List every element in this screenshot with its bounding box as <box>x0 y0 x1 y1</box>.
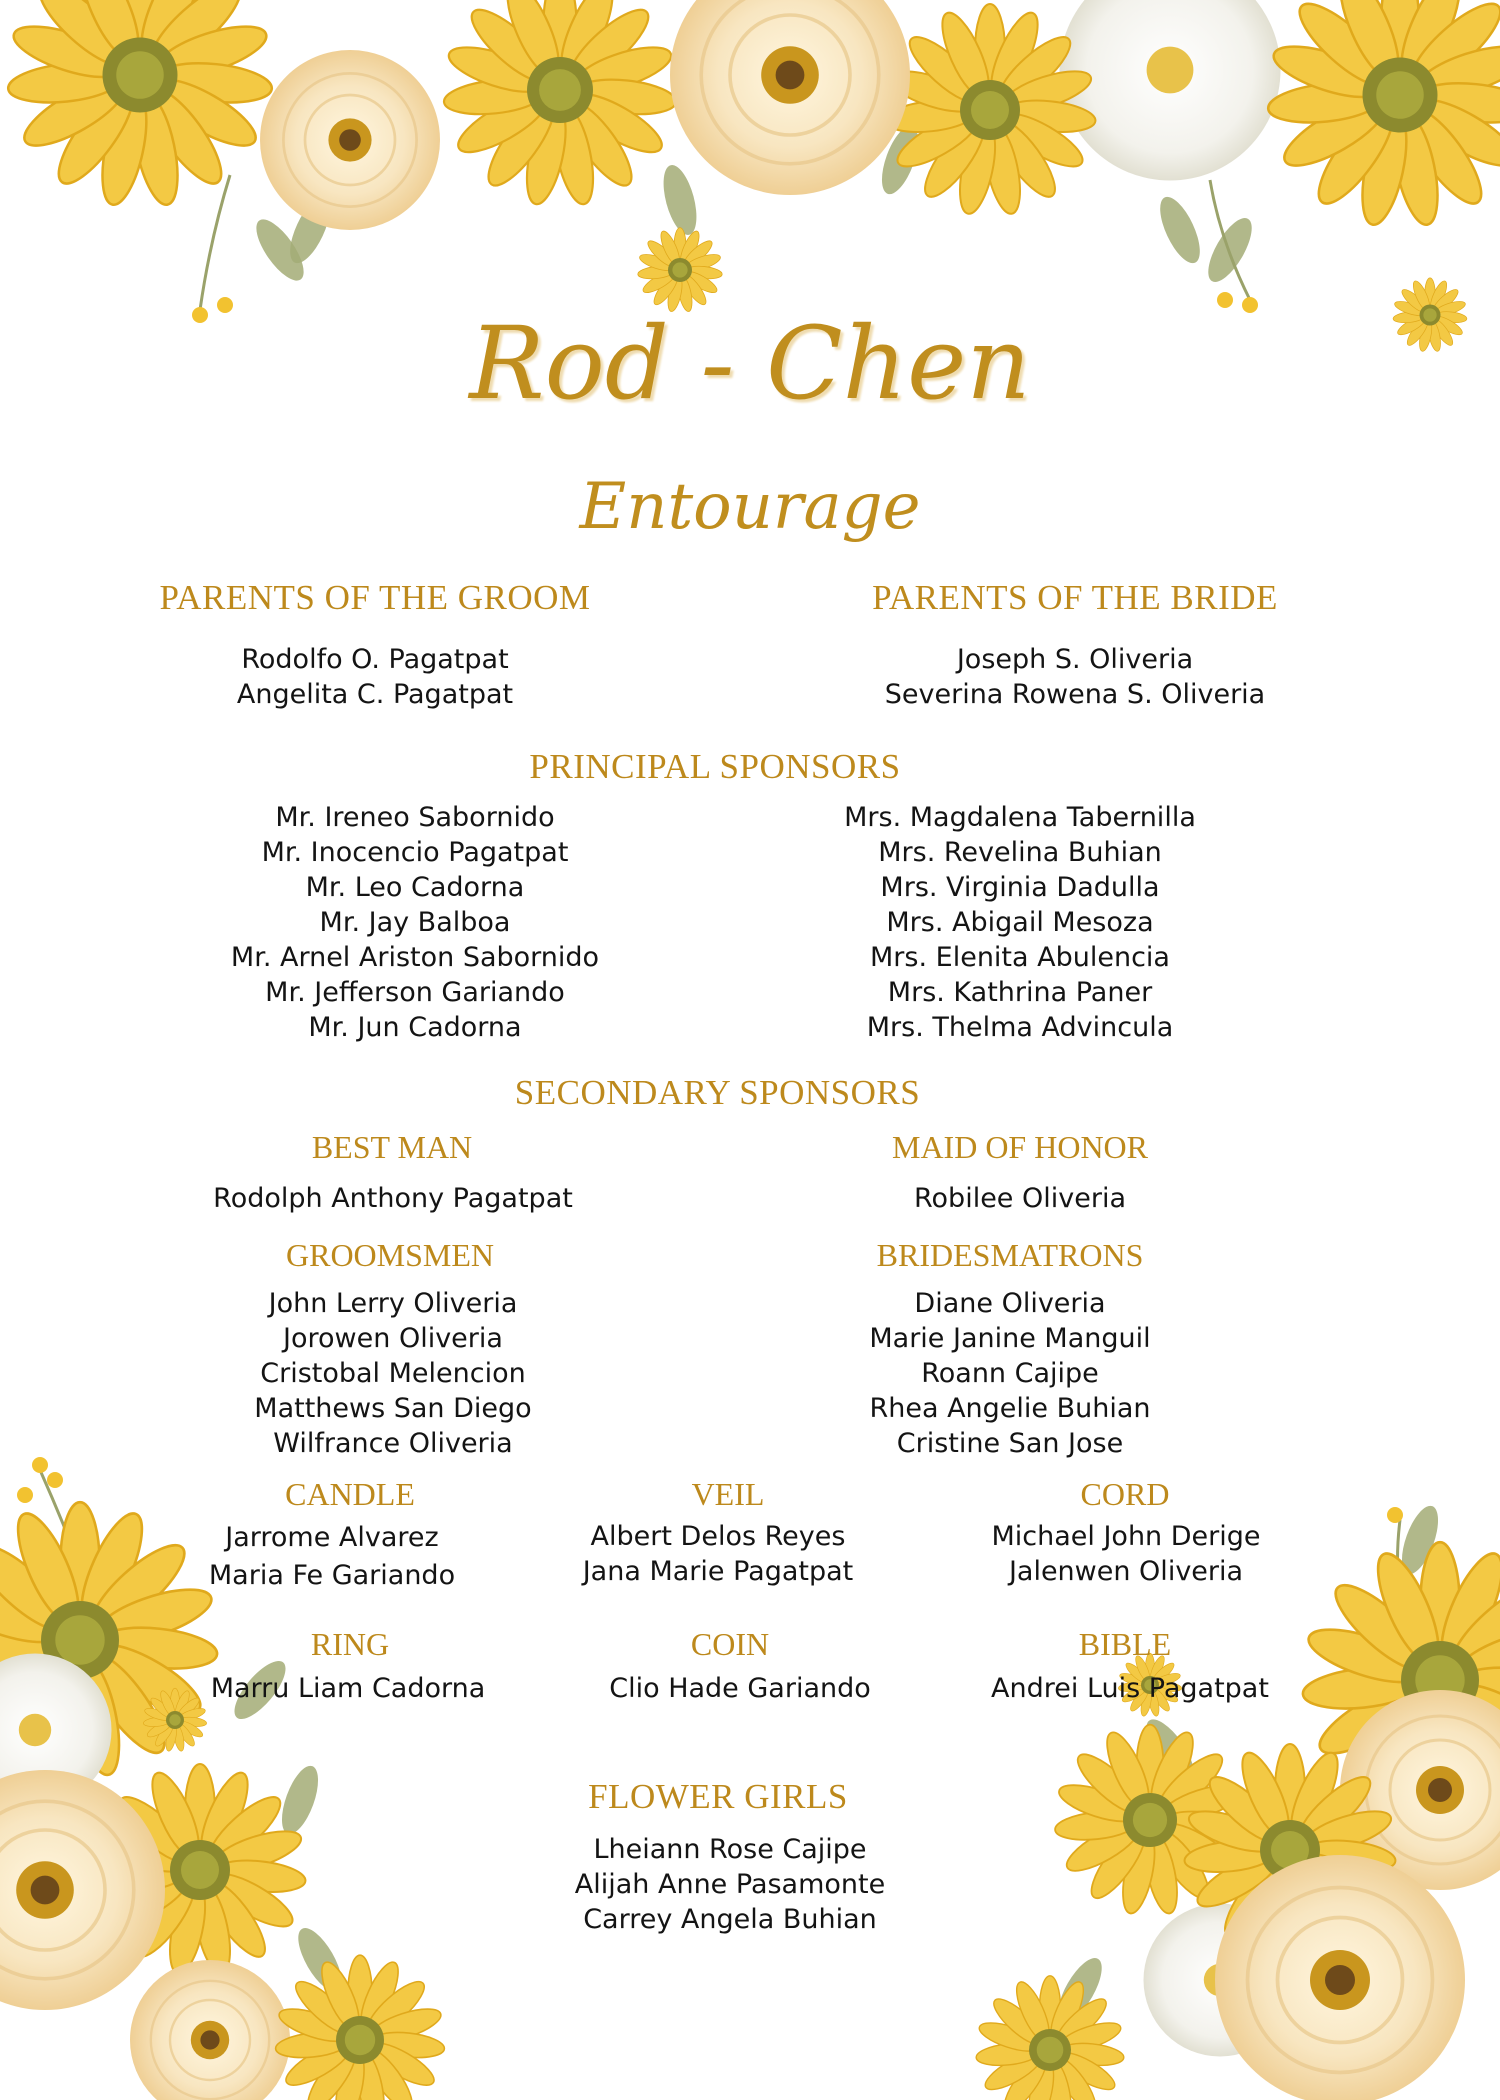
secondary-sponsors-heading: SECONDARY SPONSORS <box>514 1073 921 1112</box>
list-item: Wilfrance Oliveria <box>273 1428 513 1459</box>
list-item: Diane Oliveria <box>914 1288 1106 1319</box>
list-item: Rodolfo O. Pagatpat <box>241 644 509 675</box>
list-item: Michael John Derige <box>991 1521 1261 1552</box>
veil-label: VEIL <box>691 1476 765 1512</box>
list-item: Mrs. Virginia Dadulla <box>880 872 1160 903</box>
principal-sponsors-heading: PRINCIPAL SPONSORS <box>529 747 901 786</box>
best-man-label: BEST MAN <box>311 1129 473 1165</box>
flower-girls-heading: FLOWER GIRLS <box>588 1777 848 1816</box>
list-item: Matthews San Diego <box>254 1393 532 1424</box>
bride-parents-heading: PARENTS OF THE BRIDE <box>872 578 1278 617</box>
candle-label: CANDLE <box>285 1476 415 1512</box>
list-item: Mrs. Thelma Advincula <box>866 1012 1174 1043</box>
bridesmatrons-list <box>760 1286 1260 1461</box>
list-item: Mr. Leo Cadorna <box>305 872 525 903</box>
list-item: Lheiann Rose Cajipe <box>593 1834 867 1865</box>
list-item: Mr. Jefferson Gariando <box>265 977 565 1008</box>
candle-list <box>182 1519 482 1595</box>
list-item: Carrey Angela Buhian <box>583 1904 877 1935</box>
bible-label: BIBLE <box>1078 1626 1172 1662</box>
top-flower-cluster <box>6 0 1500 352</box>
list-item: Mr. Arnel Ariston Sabornido <box>230 942 600 973</box>
list-item: Mrs. Elenita Abulencia <box>870 942 1170 973</box>
list-item: Mr. Jay Balboa <box>319 907 511 938</box>
list-item: Joseph S. Oliveria <box>956 644 1194 675</box>
coin-label: COIN <box>690 1626 770 1662</box>
bible-name: Andrei Luis Pagatpat <box>991 1673 1269 1704</box>
list-item: Angelita C. Pagatpat <box>236 679 514 710</box>
maid-of-honor-name: Robilee Oliveria <box>913 1183 1126 1214</box>
list-item: Jarrome Alvarez <box>225 1522 439 1553</box>
list-item: Rhea Angelie Buhian <box>869 1393 1151 1424</box>
list-item: John Lerry Oliveria <box>268 1288 518 1319</box>
list-item: Albert Delos Reyes <box>590 1521 846 1552</box>
entourage-subtitle: Entourage <box>579 470 921 544</box>
coin-name: Clio Hade Gariando <box>609 1673 871 1704</box>
groomsmen-list <box>143 1286 643 1461</box>
bride-parents-list <box>800 642 1350 712</box>
bottom-right-flower-cluster <box>975 1501 1500 2100</box>
maid-of-honor-label: MAID OF HONOR <box>891 1129 1148 1165</box>
list-item: Mrs. Magdalena Tabernilla <box>844 802 1196 833</box>
list-item: Cristobal Melencion <box>260 1358 526 1389</box>
ring-label: RING <box>310 1626 390 1662</box>
list-item: Maria Fe Gariando <box>208 1560 456 1591</box>
list-item: Mrs. Abigail Mesoza <box>886 907 1154 938</box>
list-item: Marie Janine Manguil <box>869 1323 1151 1354</box>
veil-list <box>568 1519 868 1589</box>
list-item: Alijah Anne Pasamonte <box>574 1869 886 1900</box>
list-item: Jorowen Oliveria <box>283 1323 503 1354</box>
groomsmen-label: GROOMSMEN <box>285 1237 495 1273</box>
best-man-name: Rodolph Anthony Pagatpat <box>213 1183 573 1214</box>
cord-list <box>966 1519 1286 1589</box>
principal-sponsors-women <box>770 800 1270 1045</box>
list-item: Jalenwen Oliveria <box>1008 1556 1244 1587</box>
list-item: Mrs. Kathrina Paner <box>887 977 1153 1008</box>
list-item: Severina Rowena S. Oliveria <box>884 679 1266 710</box>
bridesmatrons-label: BRIDESMATRONS <box>876 1237 1144 1273</box>
list-item: Cristine San Jose <box>896 1428 1124 1459</box>
list-item: Mr. Ireneo Sabornido <box>275 802 555 833</box>
list-item: Mr. Inocencio Pagatpat <box>261 837 569 868</box>
list-item: Mrs. Revelina Buhian <box>878 837 1162 868</box>
cord-label: CORD <box>1080 1476 1170 1512</box>
groom-parents-heading: PARENTS OF THE GROOM <box>159 578 591 617</box>
groom-parents-list <box>100 642 650 712</box>
list-item: Mr. Jun Cadorna <box>308 1012 522 1043</box>
couple-title: Rod - Chen <box>469 305 1031 422</box>
list-item: Jana Marie Pagatpat <box>582 1556 854 1587</box>
list-item: Roann Cajipe <box>921 1358 1099 1389</box>
flower-girls-list <box>550 1832 910 1937</box>
principal-sponsors-men <box>165 800 665 1045</box>
ring-name: Marru Liam Cadorna <box>210 1673 486 1704</box>
